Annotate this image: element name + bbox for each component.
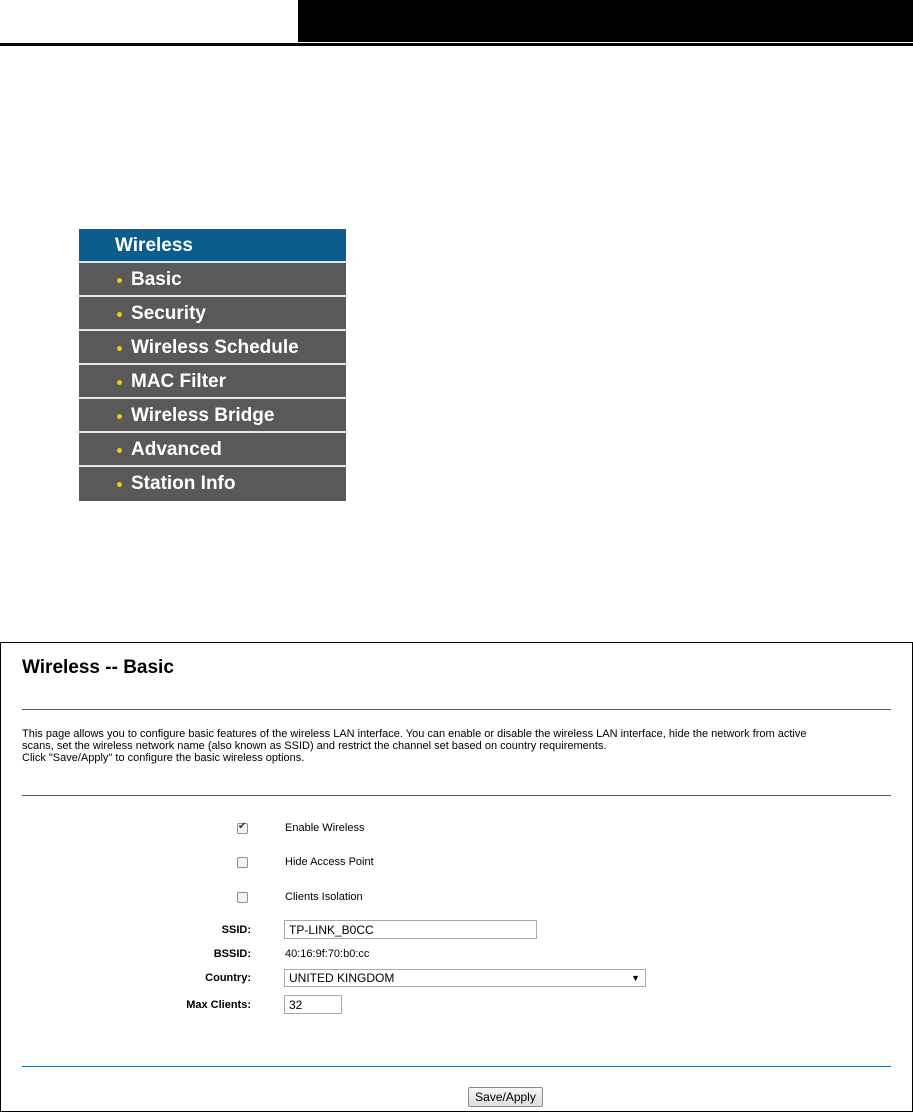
menu-item-label: Security [131,303,206,324]
header-rule [0,43,913,46]
menu-item-label: Advanced [131,439,222,460]
country-label: Country: [205,972,251,984]
clients-isolation-label: Clients Isolation [285,891,363,903]
header-bar [298,0,913,42]
divider [22,795,891,796]
chevron-down-icon: ▼ [631,973,640,983]
ssid-input[interactable] [284,920,537,939]
save-apply-button[interactable]: Save/Apply [468,1087,543,1107]
divider [22,709,891,710]
menu-item-advanced[interactable] [79,433,346,467]
bullet-icon [117,414,122,419]
menu-item-label: Wireless Schedule [131,337,299,358]
menu-item-basic[interactable] [79,263,346,297]
description-line: Click "Save/Apply" to configure the basic wireless options. [22,752,305,764]
max-clients-label: Max Clients: [186,999,251,1011]
menu-item-wireless-bridge[interactable] [79,399,346,433]
menu-item-label: MAC Filter [131,371,226,392]
bullet-icon [117,482,122,487]
menu-item-label: Basic [131,269,182,290]
page-description [22,728,890,764]
enable-wireless-checkbox[interactable] [237,823,248,834]
description-line: scans, set the wireless network name (also known as SSID) and restrict the channel set based on country requirements. [22,740,607,752]
ssid-label: SSID: [221,924,251,936]
menu-item-mac-filter[interactable] [79,365,346,399]
description-line: This page allows you to configure basic features of the wireless LAN interface. You can enable or disable the wireless LAN interface, hide the network from active [22,728,807,740]
bssid-value: 40:16:9f:70:b0:cc [285,948,370,960]
enable-wireless-label: Enable Wireless [285,822,365,834]
bssid-label: BSSID: [213,948,251,960]
country-select[interactable] [284,969,646,987]
bullet-icon [117,278,122,283]
page-title: Wireless -- Basic [22,657,174,678]
menu-title[interactable]: Wireless [79,229,346,263]
menu-item-label: Wireless Bridge [131,405,275,426]
menu-item-security[interactable] [79,297,346,331]
country-select-value: UNITED KINGDOM [289,971,395,985]
bullet-icon [117,448,122,453]
hide-access-point-checkbox[interactable] [237,857,248,868]
max-clients-input[interactable] [284,995,342,1014]
wireless-basic-panel [0,642,913,1112]
wireless-menu [79,229,346,501]
bullet-icon [117,312,122,317]
menu-item-station-info[interactable] [79,467,346,501]
hide-access-point-label: Hide Access Point [285,856,374,868]
bullet-icon [117,380,122,385]
divider [22,1066,891,1067]
clients-isolation-checkbox[interactable] [237,892,248,903]
bullet-icon [117,346,122,351]
menu-item-wireless-schedule[interactable] [79,331,346,365]
menu-item-label: Station Info [131,473,236,494]
